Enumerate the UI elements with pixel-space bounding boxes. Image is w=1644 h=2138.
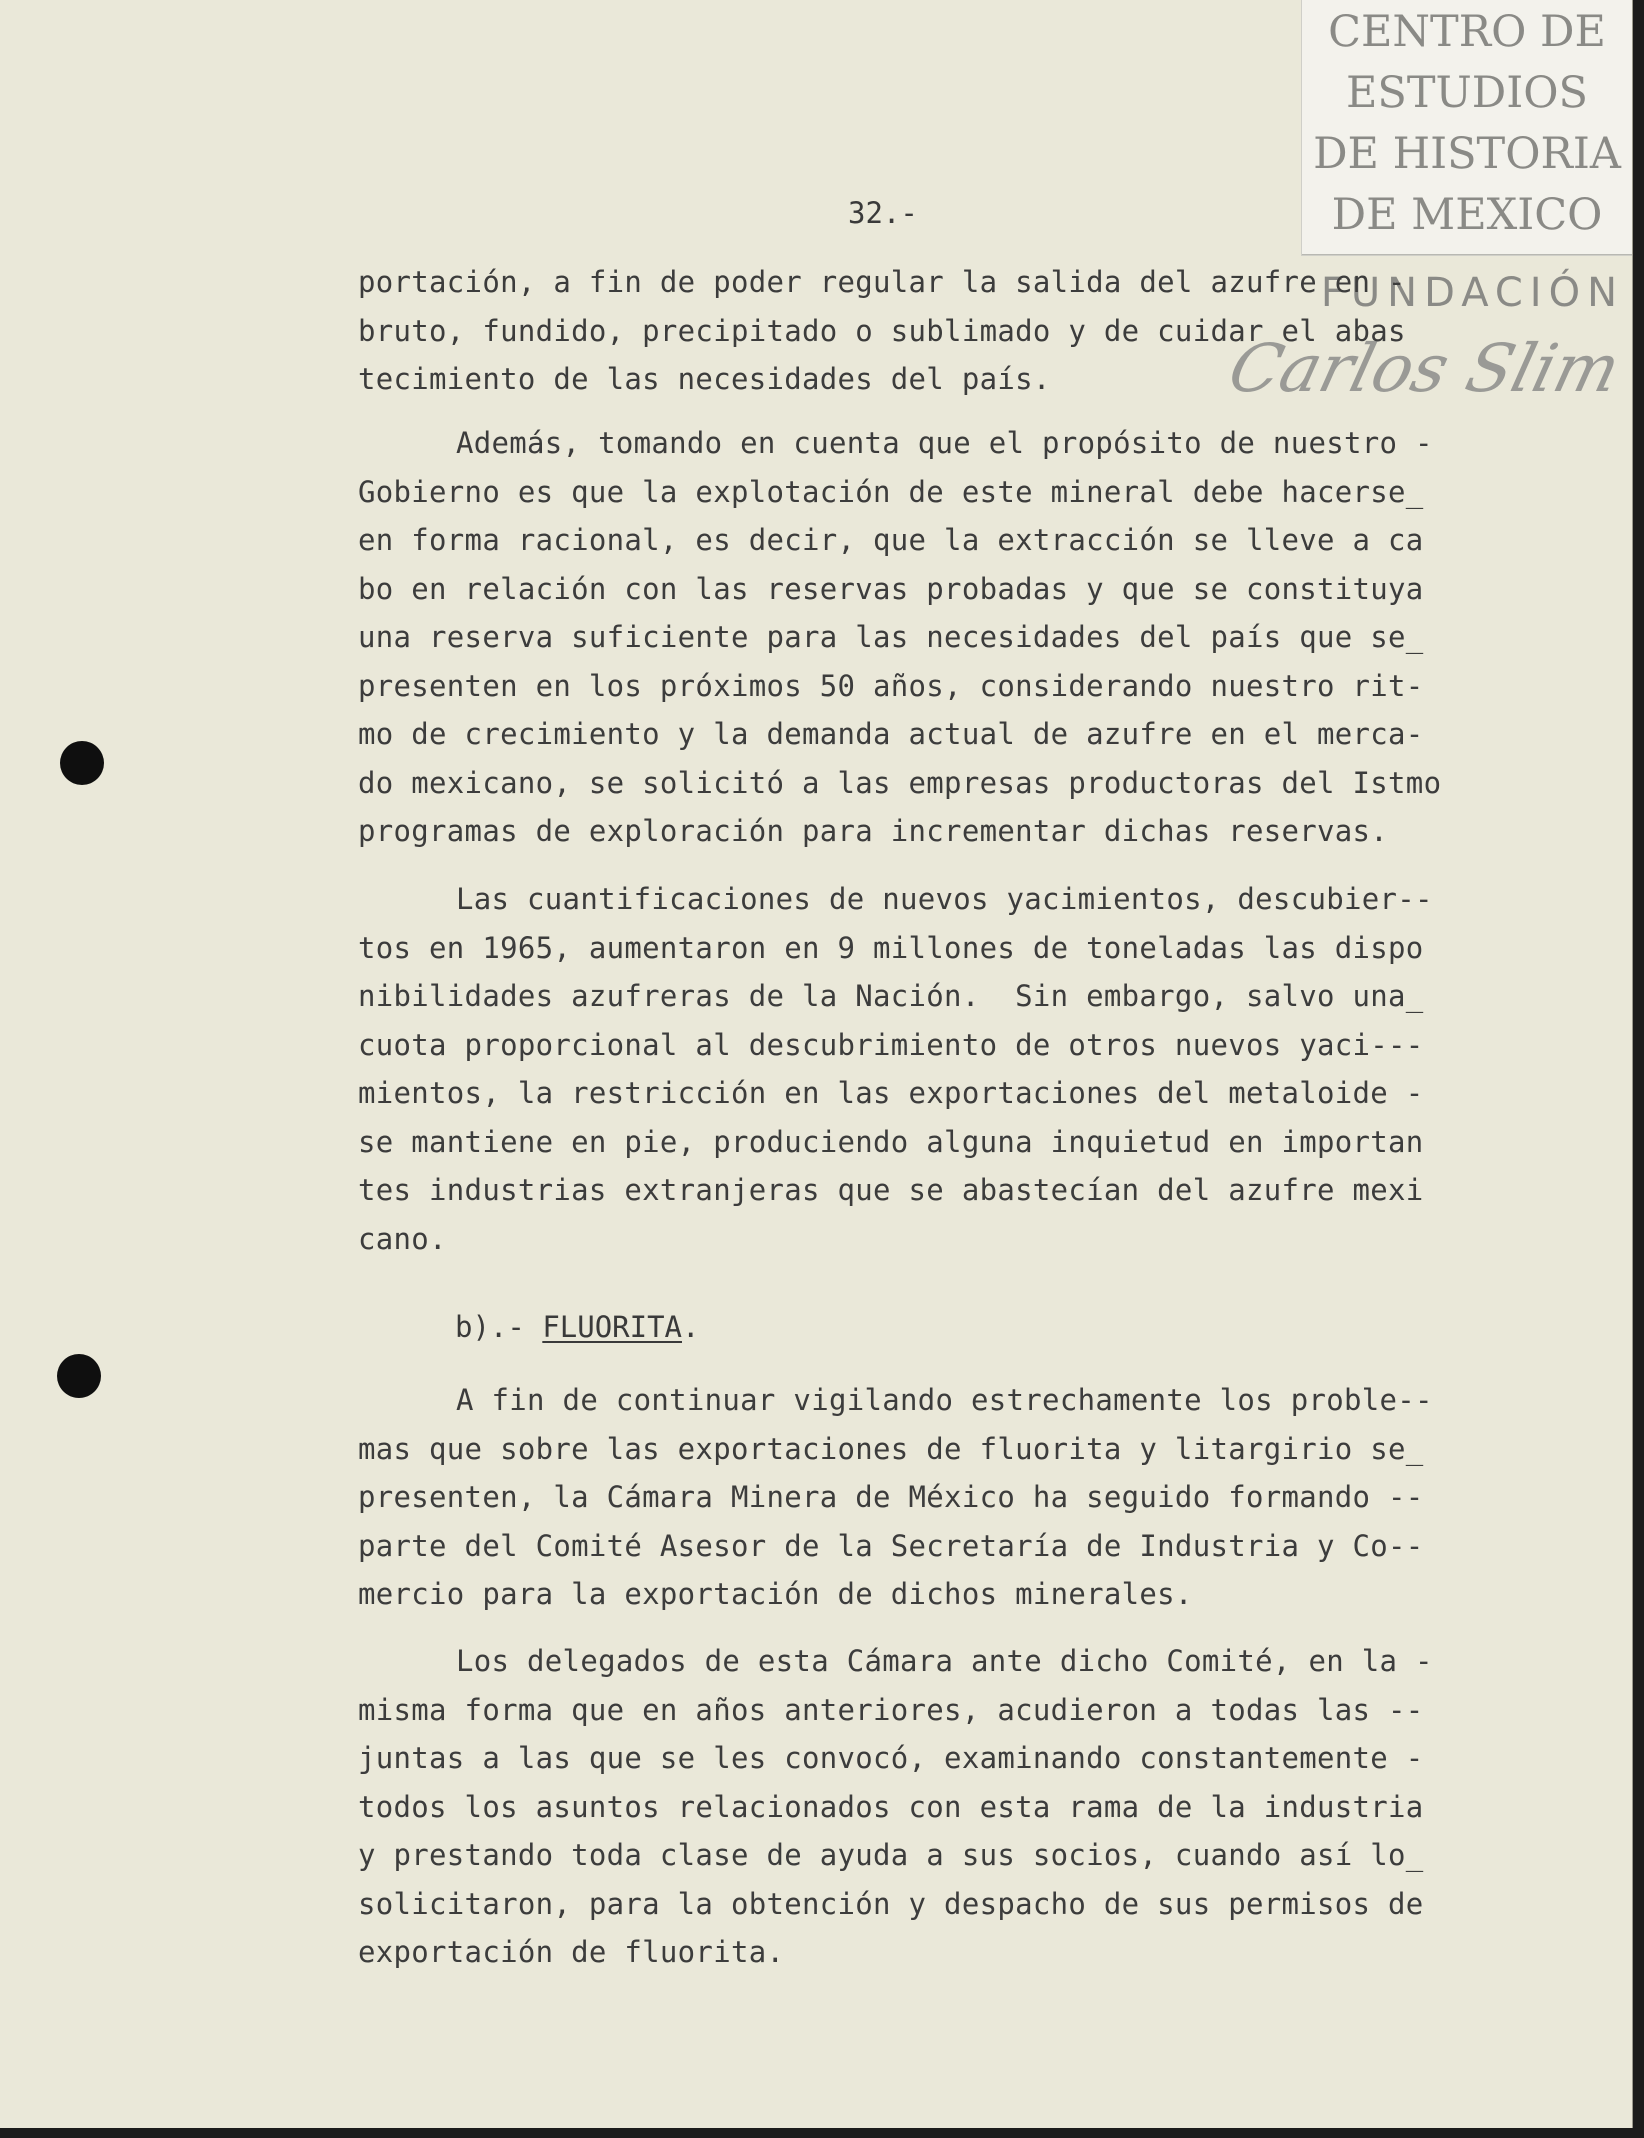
text-line: do mexicano, se solicitó a las empresas productoras del Istmo [358, 765, 1442, 800]
text-line: Los delegados de esta Cámara ante dicho Comité, en la - [456, 1644, 1433, 1678]
text-line: se mantiene en pie, produciendo alguna inquietud en importan [358, 1124, 1424, 1159]
text-line: Gobierno es que la explotación de este mineral debe hacerse_ [358, 474, 1424, 509]
text-line: y prestando toda clase de ayuda a sus socios, cuando así lo_ [358, 1838, 1424, 1872]
text-line: parte del Comité Asesor de la Secretaría de Industria y Co-- [358, 1528, 1424, 1563]
text-line: bo en relación con las reservas probadas y que se constituya [358, 571, 1424, 606]
text-line: todos los asuntos relacionados con esta rama de la industria [358, 1789, 1424, 1824]
text-line: portación, a fin de poder regular la salida del azufre en - [358, 265, 1406, 299]
stamp-foundation: FUNDACIÓN [1320, 270, 1624, 316]
text-line: mercio para la exportación de dichos minerales. [358, 1577, 1193, 1611]
archive-stamp-text [1302, 2, 1632, 246]
stamp-line: CENTRO DE [1328, 7, 1606, 57]
text-line: solicitaron, para la obtención y despacho de sus permisos de [358, 1886, 1424, 1921]
section-heading [455, 1310, 699, 1344]
text-line: A fin de continuar vigilando estrechamente los proble-- [456, 1383, 1433, 1417]
stamp-line: DE MEXICO [1331, 190, 1603, 240]
text-line: tes industrias extranjeras que se abastecían del azufre mexi [358, 1173, 1424, 1207]
section-title: FLUORITA [542, 1310, 682, 1344]
section-prefix: b).- [455, 1310, 543, 1344]
punch-hole-upper [60, 741, 104, 785]
paragraph-4 [358, 1376, 1598, 1619]
paragraph-2 [358, 419, 1598, 856]
page-number: 32.- [848, 196, 918, 230]
text-line: tos en 1965, aumentaron en 9 millones de toneladas las dispo [358, 930, 1424, 965]
text-line: mientos, la restricción en las exportaciones del metaloide - [358, 1076, 1424, 1110]
text-line: juntas a las que se les convocó, examinando constantemente - [358, 1741, 1424, 1775]
text-line: Las cuantificaciones de nuevos yacimientos, descubier-- [456, 882, 1433, 916]
text-line: exportación de fluorita. [358, 1935, 785, 1969]
text-line: misma forma que en años anteriores, acudieron a todas las -- [358, 1692, 1424, 1727]
section-suffix: . [682, 1310, 700, 1344]
text-line: una reserva suficiente para las necesidades del país que se_ [358, 620, 1424, 654]
paragraph-3 [358, 875, 1598, 1263]
text-line: cuota proporcional al descubrimiento de otros nuevos yaci--- [358, 1027, 1424, 1062]
text-line: nibilidades azufreras de la Nación. Sin embargo, salvo una_ [358, 979, 1424, 1013]
text-line: cano. [358, 1221, 447, 1256]
stamp-signature: Carlos Slim [1221, 330, 1628, 407]
paragraph-1 [358, 258, 1598, 404]
stamp-line: ESTUDIOS [1346, 68, 1588, 118]
stamp-divider [1302, 254, 1632, 255]
text-line: presenten en los próximos 50 años, considerando nuestro rit- [358, 668, 1424, 703]
text-line: mo de crecimiento y la demanda actual de azufre en el merca- [358, 717, 1424, 751]
text-line: Además, tomando en cuenta que el propósito de nuestro - [456, 426, 1433, 460]
text-line: presenten, la Cámara Minera de México ha seguido formando -- [358, 1480, 1424, 1514]
text-line: programas de exploración para incrementar dichas reservas. [358, 814, 1389, 848]
stamp-line: DE HISTORIA [1313, 129, 1621, 179]
text-line: bruto, fundido, precipitado o sublimado y de cuidar el abas [358, 313, 1406, 348]
text-line: en forma racional, es decir, que la extracción se lleve a ca [358, 523, 1424, 557]
paragraph-5 [358, 1637, 1598, 1977]
archive-stamp [1301, 0, 1632, 256]
punch-hole-lower [57, 1354, 101, 1398]
text-line: tecimiento de las necesidades del país. [358, 362, 1051, 396]
text-line: mas que sobre las exportaciones de fluorita y litargirio se_ [358, 1431, 1424, 1466]
